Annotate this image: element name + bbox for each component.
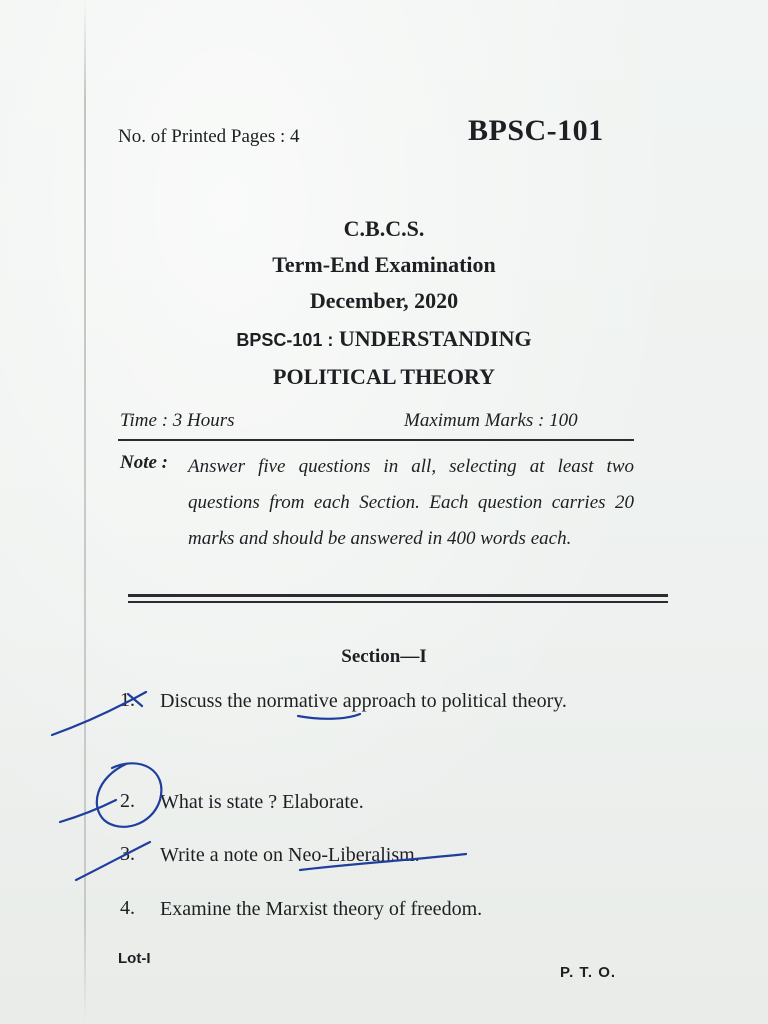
paper-title-code: BPSC-101 :: [236, 330, 334, 350]
question-text: What is state ? Elaborate.: [160, 791, 364, 813]
question-number: 4.: [120, 897, 135, 919]
time-allowed: Time : 3 Hours: [120, 410, 235, 431]
note-text: Answer five questions in all, selecting at least two questions from each Section. Each question carries 20 marks and should be answered in 400 words each.: [188, 456, 634, 549]
lot-label: Lot-I: [118, 950, 151, 967]
question-number: 3.: [120, 843, 135, 865]
question-text: Discuss the normative approach to political theory.: [160, 690, 567, 712]
question-text: Write a note on Neo-Liberalism.: [160, 844, 420, 866]
scheme-heading: C.B.C.S.: [343, 216, 425, 241]
header-divider: [118, 439, 634, 441]
course-code: BPSC-101: [468, 114, 604, 147]
paper-fold-line: [84, 0, 86, 1024]
paper-title-line1: [0, 326, 768, 352]
note-label: Note :: [120, 452, 169, 473]
pen-tick-mark: [60, 800, 116, 822]
exam-type-heading: Term-End Examination: [272, 252, 496, 277]
paper-title-subject: UNDERSTANDING: [338, 326, 532, 351]
section-divider-top: [128, 594, 668, 597]
question-number: 2.: [120, 790, 135, 812]
exam-date-heading: December, 2020: [309, 288, 459, 313]
printed-pages-count: No. of Printed Pages : 4: [118, 126, 300, 147]
pto-label: P. T. O.: [560, 964, 617, 981]
pen-tick-mark: [76, 842, 150, 880]
paper-title-line2: POLITICAL THEORY: [273, 364, 495, 389]
maximum-marks: Maximum Marks : 100: [404, 410, 578, 431]
section-divider-bottom: [128, 601, 668, 603]
question-number: 1.: [120, 689, 135, 711]
question-text: Examine the Marxist theory of freedom.: [160, 898, 483, 920]
section-title: Section—I: [341, 646, 427, 667]
